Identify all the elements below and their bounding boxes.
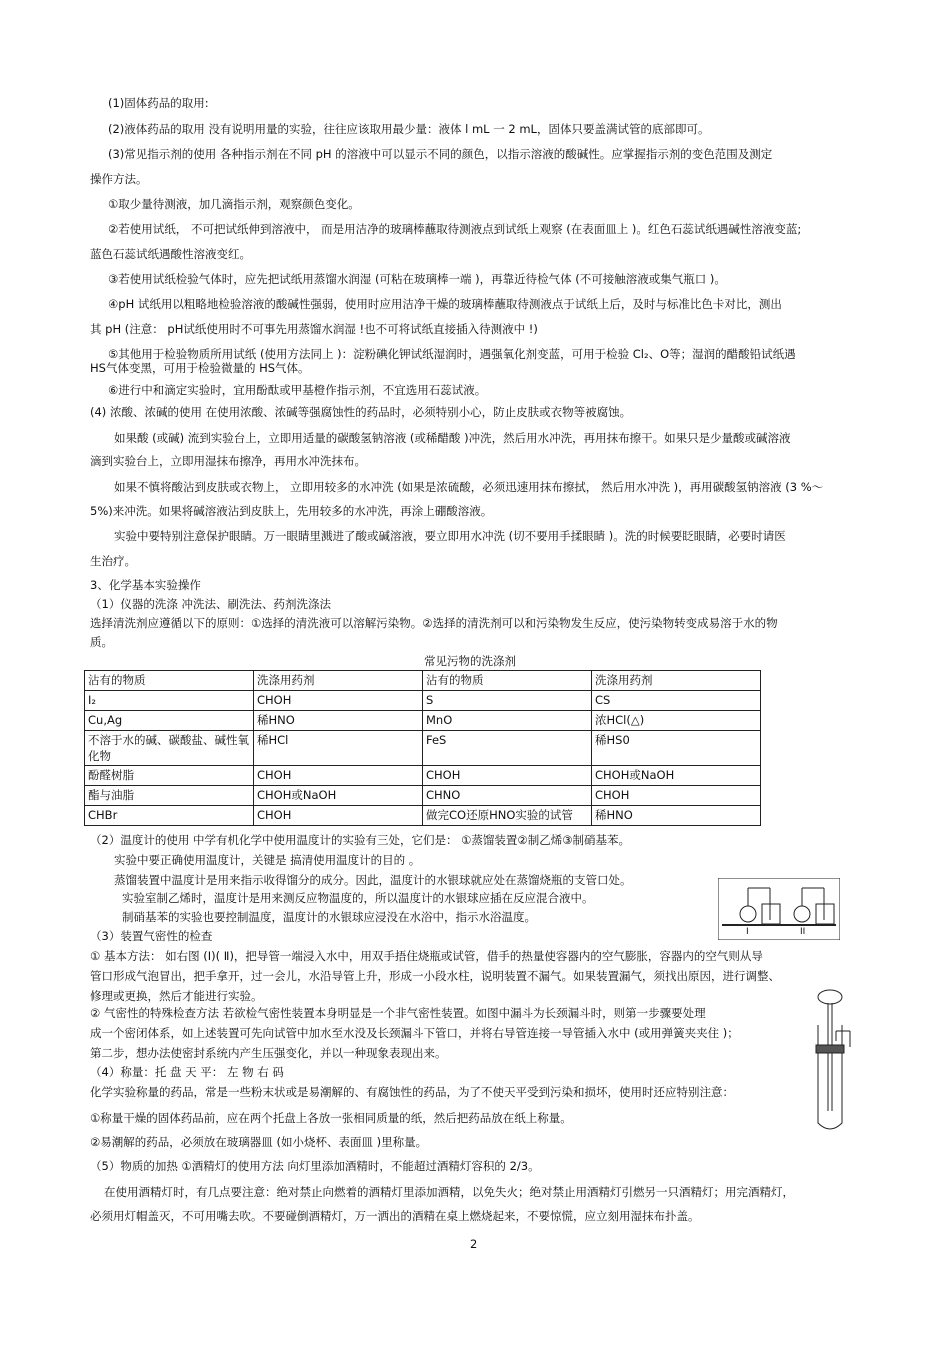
table-cell: S xyxy=(423,691,592,711)
figure-label: I xyxy=(746,927,749,937)
text-line: (3)常见指示剂的使用 各种指示剂在不同 pH 的溶液中可以显示不同的颜色，以指示溶液的酸碱性。应掌握指示剂的变色范围及测定 xyxy=(108,147,773,161)
table-cell: CHBr xyxy=(85,806,254,826)
table-cell: 稀HNO xyxy=(254,711,423,731)
table-cell: CHOH xyxy=(423,766,592,786)
text-line: 化学实验称量的药品，常是一些粉末状或是易潮解的、有腐蚀性的药品，为了不使天平受到污染和损坏，使用时还应特别注意： xyxy=(90,1085,734,1099)
table-row xyxy=(85,806,761,826)
funnel-test-tube-figure xyxy=(806,987,858,1135)
text-line: 选择清洗剂应遵循以下的原则：①选择的清洗液可以溶解污染物。②选择的清洗剂可以和污染物发生反应，使污染物转变成易溶于水的物 xyxy=(90,616,778,630)
table-row xyxy=(85,731,761,766)
table-cell: I₂ xyxy=(85,691,254,711)
text-line: 制硝基苯的实验也要控制温度，温度计的水银球应浸没在水浴中，指示水浴温度。 xyxy=(122,910,536,924)
airtightness-apparatus-figure xyxy=(718,878,840,940)
text-line: 实验中要特别注意保护眼睛。万一眼睛里溅进了酸或碱溶液，要立即用水冲洗 (切不要用手揉眼睛 )。洗的时候要眨眼睛，必要时请医 xyxy=(114,529,786,543)
text-line: （2）温度计的使用 中学有机化学中使用温度计的实验有三处，它们是： ①蒸馏装置②制乙烯③制硝基苯。 xyxy=(90,833,631,847)
text-line: (1)固体药品的取用: xyxy=(108,96,209,110)
table-caption: 常见污物的洗涤剂 xyxy=(424,654,516,668)
text-line: 如果不慎将酸沾到皮肤或衣物上， 立即用较多的水冲洗 (如果是浓硫酸，必须迅速用抹布擦拭， 然后用水冲洗 )，再用碳酸氢钠溶液 (3 %～ xyxy=(114,480,824,494)
text-line: ④pH 试纸用以粗略地检验溶液的酸碱性强弱，使用时应用洁净干燥的玻璃棒蘸取待测液点于试纸上后，及时与标准比色卡对比，测出 xyxy=(108,297,782,311)
text-line: (2)液体药品的取用 没有说明用量的实验，往往应该取用最少量：液体 l mL 一 2 mL，固体只要盖满试管的底部即可。 xyxy=(108,122,710,136)
table-row xyxy=(85,786,761,806)
table-cell: CHNO xyxy=(423,786,592,806)
text-line: 在使用酒精灯时，有几点要注意：绝对禁止向燃着的酒精灯里添加酒精，以免失火；绝对禁止用酒精灯引燃另一只酒精灯；用完酒精灯， xyxy=(104,1185,794,1199)
text-line: （3）装置气密性的检查 xyxy=(90,929,213,943)
text-line: (4) 浓酸、浓碱的使用 在使用浓酸、浓碱等强腐蚀性的药品时，必须特别小心，防止皮肤或衣物等被腐蚀。 xyxy=(90,405,632,419)
table-row xyxy=(85,691,761,711)
text-line: 蒸馏装置中温度计是用来指示收得馏分的成分。因此，温度计的水银球就应处在蒸馏烧瓶的支管口处。 xyxy=(114,873,632,887)
table-cell: 洗涤用药剂 xyxy=(254,671,423,691)
text-line: ⑤其他用于检验物质所用试纸 (使用方法同上 )：淀粉碘化钾试纸湿润时，遇强氧化剂变蓝，可用于检验 Cl₂、O等；湿润的醋酸铅试纸遇 xyxy=(108,347,796,361)
text-line: 滴到实验台上，立即用湿抹布擦净，再用水冲洗抹布。 xyxy=(90,454,366,468)
table-cell: 不溶于水的碱、碳酸盐、碱性氧化物 xyxy=(85,731,254,766)
text-line: 其 pH (注意： pH试纸使用时不可事先用蒸馏水润湿 !也不可将试纸直接插入待测液中 !) xyxy=(90,322,538,336)
text-line: 5%)来冲洗。如果将碱溶液沾到皮肤上，先用较多的水冲洗，再涂上硼酸溶液。 xyxy=(90,504,493,518)
text-line: 生治疗。 xyxy=(90,554,136,568)
table-cell: 沾有的物质 xyxy=(85,671,254,691)
text-line: ②易潮解的药品，必须放在玻璃器皿 (如小烧杯、表面皿 )里称量。 xyxy=(90,1135,428,1149)
table-cell: 酯与油脂 xyxy=(85,786,254,806)
page-number: 2 xyxy=(470,1237,478,1251)
table-cell: 稀HS0 xyxy=(592,731,761,766)
text-line: ① 基本方法： 如右图 (I)( Ⅱ)，把导管一端浸入水中，用双手捂住烧瓶或试管，借手的热量使容器内的空气膨胀，容器内的空气则从导 xyxy=(90,949,763,963)
table-row xyxy=(85,766,761,786)
figure-label: II xyxy=(800,927,806,937)
table-cell: MnO xyxy=(423,711,592,731)
text-line: （1）仪器的洗涤 冲洗法、刷洗法、药剂洗涤法 xyxy=(90,597,331,611)
table-cell: Cu,Ag xyxy=(85,711,254,731)
text-line: ③若使用试纸检验气体时，应先把试纸用蒸馏水润湿 (可粘在玻璃棒一端 )，再靠近待检气体 (不可接触溶液或集气瓶口 )。 xyxy=(108,272,726,286)
section-heading: 3、化学基本实验操作 xyxy=(90,578,201,592)
table-row xyxy=(85,711,761,731)
table-cell: CHOH xyxy=(592,786,761,806)
text-line: （4）称量：托 盘 天 平： 左 物 右 码 xyxy=(90,1065,284,1079)
text-line: ②若使用试纸， 不可把试纸伸到溶液中， 而是用洁净的玻璃棒蘸取待测液点到试纸上观察 (在表面皿上 )。红色石蕊试纸遇碱性溶液变蓝; xyxy=(108,222,802,236)
text-line: 实验室制乙烯时，温度计是用来测反应物温度的，所以温度计的水银球应插在反应混合液中。 xyxy=(122,891,594,905)
table-cell: 沾有的物质 xyxy=(423,671,592,691)
table-cell: CHOH xyxy=(254,806,423,826)
text-line: 如果酸 (或碱) 流到实验台上，立即用适量的碳酸氢钠溶液 (或稀醋酸 )冲洗，然后用水冲洗，再用抹布擦干。如果只是少量酸或碱溶液 xyxy=(114,431,791,445)
table-cell: CS xyxy=(592,691,761,711)
text-line: 成一个密闭体系，如上述装置可先向试管中加水至水没及长颈漏斗下管口，并将右导管连接一导管插入水中 (或用弹簧夹夹住 )； xyxy=(90,1026,739,1040)
table-cell: 酚醛树脂 xyxy=(85,766,254,786)
text-line: 修理或更换，然后才能进行实验。 xyxy=(90,989,263,1003)
text-line: ①取少量待测液，加几滴指示剂，观察颜色变化。 xyxy=(108,197,360,211)
text-line: ⑥进行中和滴定实验时，宜用酚酞或甲基橙作指示剂，不宜选用石蕊试液。 xyxy=(108,383,487,397)
table-cell: CHOH xyxy=(254,691,423,711)
table-cell: 做完CO还原HNO实验的试管 xyxy=(423,806,592,826)
table-cell: 稀HCl xyxy=(254,731,423,766)
text-line: 实验中要正确使用温度计，关键是 搞清使用温度计的目的 。 xyxy=(114,853,421,867)
text-line: （5）物质的加热 ①酒精灯的使用方法 向灯里添加酒精时，不能超过酒精灯容积的 2/3。 xyxy=(90,1159,540,1173)
text-line: HS气体变黑，可用于检验微量的 HS气体。 xyxy=(90,361,310,375)
text-line: 操作方法。 xyxy=(90,172,148,186)
washing-agents-table xyxy=(84,670,761,826)
table-cell: 浓HCl(△) xyxy=(592,711,761,731)
table-header-row xyxy=(85,671,761,691)
table-cell: 稀HNO xyxy=(592,806,761,826)
text-line: 蓝色石蕊试纸遇酸性溶液变红。 xyxy=(90,247,251,261)
table-cell: FeS xyxy=(423,731,592,766)
text-line: ② 气密性的特殊检查方法 若欲检气密性装置本身明显是一个非气密性装置。如图中漏斗为长颈漏斗时，则第一步骤要处理 xyxy=(90,1006,706,1020)
text-line: 第二步，想办法使密封系统内产生压强变化，并以一种现象表现出来。 xyxy=(90,1046,447,1060)
text-line: 质。 xyxy=(90,635,113,649)
table-cell: CHOH xyxy=(254,766,423,786)
text-line: 必须用灯帽盖灭，不可用嘴去吹。不要碰倒酒精灯，万一洒出的酒精在桌上燃烧起来，不要惊慌，应立刻用湿抹布扑盖。 xyxy=(90,1209,700,1223)
table-cell: CHOH或NaOH xyxy=(592,766,761,786)
text-line: 管口形成气泡冒出，把手拿开，过一会儿，水沿导管上升，形成一小段水柱，说明装置不漏气。如果装置漏气，须找出原因，进行调整、 xyxy=(90,969,780,983)
text-line: ①称量干燥的固体药品前，应在两个托盘上各放一张相同质量的纸，然后把药品放在纸上称量。 xyxy=(90,1111,572,1125)
table-cell: 洗涤用药剂 xyxy=(592,671,761,691)
table-cell: CHOH或NaOH xyxy=(254,786,423,806)
